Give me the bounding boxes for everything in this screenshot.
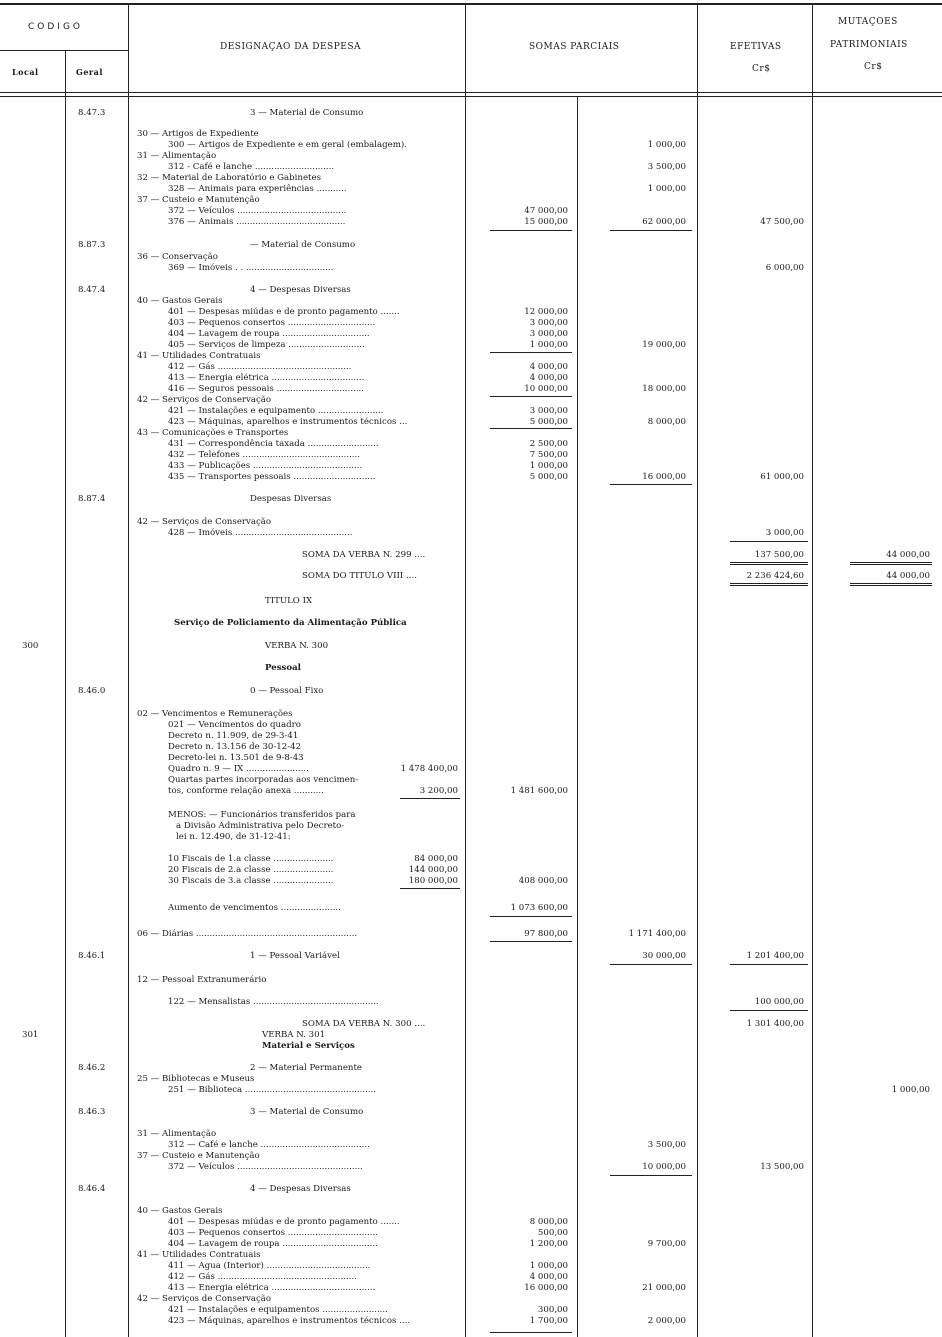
expense-description: 3 — Material de Consumo xyxy=(250,1107,364,1117)
partial-sum-2: 10 000,00 xyxy=(642,1162,686,1172)
expense-description: 412 — Gás ................................................... xyxy=(168,1272,357,1282)
header-patrimoniais: PATRIMONIAIS xyxy=(830,40,908,50)
header-mutacoes-unit: Cr$ xyxy=(864,62,883,72)
header-mutacoes: MUTAÇOES xyxy=(838,17,898,27)
code-geral: 8.46.2 xyxy=(78,1063,106,1073)
expense-description: MENOS: — Funcionários transferidos para xyxy=(168,810,356,820)
expense-description: Quadro n. 9 — IX ....................... xyxy=(168,764,309,774)
code-geral: 8.46.4 xyxy=(78,1184,106,1194)
header-geral: Geral xyxy=(76,67,103,77)
expense-description: 435 — Transportes pessoais .............................. xyxy=(168,472,376,482)
expense-description: 30 — Artigos de Expediente xyxy=(137,129,259,139)
expense-description: 31 — Alimentação xyxy=(137,151,217,161)
expense-description: 423 — Máquinas, aparelhos e instrumentos técnicos .... xyxy=(168,1316,411,1326)
expense-description: 02 — Vencimentos e Remunerações xyxy=(137,709,293,719)
expense-description: 40 — Gastos Gerais xyxy=(137,1206,223,1216)
partial-sum-1: 5 000,00 xyxy=(529,417,568,427)
expense-description: 411 — Água (Interior) ...................................... xyxy=(168,1261,371,1271)
partial-sum-1: 4 000,00 xyxy=(529,1272,568,1282)
expense-description: VERBA N. 300 xyxy=(265,641,329,651)
partial-sum-2: 1 000,00 xyxy=(647,140,686,150)
subvalue: 180 000,00 xyxy=(408,876,458,886)
expense-description: 06 — Diárias ........................................................... xyxy=(137,929,358,939)
partial-sum-2: 18 000,00 xyxy=(642,384,686,394)
partial-sum-2: 9 700,00 xyxy=(647,1239,686,1249)
expense-description: 31 — Alimentação xyxy=(137,1129,217,1139)
expense-description: Decreto-lei n. 13.501 de 9-8-43 xyxy=(168,753,304,763)
expense-description: lei n. 12.490, de 31-12-41: xyxy=(176,832,291,842)
effective-value: 3 000,00 xyxy=(765,528,804,538)
partial-sum-1: 97 800,00 xyxy=(524,929,568,939)
expense-description: 37 — Custeio e Manutenção xyxy=(137,1151,260,1161)
expense-description: 312 - Café e lanche ............................. xyxy=(168,162,335,172)
expense-description: 404 — Lavagem de roupa ................................ xyxy=(168,329,370,339)
subvalue: 84 000,00 xyxy=(414,854,458,864)
expense-description: 42 — Serviços de Conservação xyxy=(137,1294,272,1304)
expense-description: 41 — Utilidades Contratuais xyxy=(137,351,261,361)
expense-description: 372 — Veículos .............................................. xyxy=(168,1162,363,1172)
effective-value: 1 201 400,00 xyxy=(746,951,804,961)
expense-description: TITULO IX xyxy=(265,596,313,606)
partial-sum-1: 1 000,00 xyxy=(529,340,568,350)
partial-sum-2: 30 000,00 xyxy=(642,951,686,961)
expense-description: Pessoal xyxy=(265,663,301,673)
partial-sum-1: 1 073 600,00 xyxy=(510,903,568,913)
expense-description: 403 — Pequenos consertos ................................ xyxy=(168,318,376,328)
expense-description: 401 — Despesas miúdas e de pronto pagamento ....... xyxy=(168,307,400,317)
expense-description: 413 — Energia elétrica .................................. xyxy=(168,373,365,383)
partial-sum-1: 1 000,00 xyxy=(529,1261,568,1271)
expense-description: Decreto n. 11.909, de 29-3-41 xyxy=(168,731,299,741)
partial-sum-1: 300,00 xyxy=(537,1305,568,1315)
expense-description: 37 — Custeio e Manutenção xyxy=(137,195,260,205)
effective-value: 61 000,00 xyxy=(760,472,804,482)
col-rule-local xyxy=(65,50,66,1337)
header-local: Local xyxy=(12,67,39,77)
expense-description: Quartas partes incorporadas aos vencimen- xyxy=(168,775,359,785)
code-geral: 8.46.3 xyxy=(78,1107,106,1117)
patrimonial-value: 44 000,00 xyxy=(886,550,930,560)
expense-description: 2 — Material Permanente xyxy=(250,1063,363,1073)
partial-sum-1: 3 000,00 xyxy=(529,406,568,416)
expense-description: 10 Fiscais de 1.a classe ...................... xyxy=(168,854,334,864)
expense-description: SOMA DA VERBA N. 300 .... xyxy=(302,1019,426,1029)
partial-sum-1: 8 000,00 xyxy=(529,1217,568,1227)
header-codigo: CODIGO xyxy=(28,22,84,32)
expense-description: Despesas Diversas xyxy=(250,494,332,504)
effective-value: 137 500,00 xyxy=(754,550,804,560)
col-rule-parcial2 xyxy=(697,3,698,1337)
effective-value: 1 301 400,00 xyxy=(746,1019,804,1029)
code-geral: 8.87.4 xyxy=(78,494,106,504)
partial-sum-1: 500,00 xyxy=(537,1228,568,1238)
partial-sum-1: 1 200,00 xyxy=(529,1239,568,1249)
code-geral: 8.47.3 xyxy=(78,108,106,118)
expense-description: 432 — Telefones ........................................... xyxy=(168,450,361,460)
expense-description: 431 — Correspondência taxada .......................... xyxy=(168,439,379,449)
partial-sum-1: 16 000,00 xyxy=(524,1283,568,1293)
partial-sum-2: 3 500,00 xyxy=(647,162,686,172)
col-rule-parcial1 xyxy=(577,96,578,1337)
partial-sum-1: 5 000,00 xyxy=(529,472,568,482)
expense-description: 372 — Veículos ........................................ xyxy=(168,206,347,216)
header-efetivas-unit: Cr$ xyxy=(752,64,771,74)
expense-description: 42 — Serviços de Conservação xyxy=(137,517,272,527)
effective-value: 2 236 424,60 xyxy=(746,571,804,581)
expense-description: — Material de Consumo xyxy=(250,240,356,250)
expense-description: a Divisão Administrativa pelo Decreto- xyxy=(176,821,345,831)
expense-description: 412 — Gás ................................................. xyxy=(168,362,352,372)
expense-description: 25 — Bibliotecas e Museus xyxy=(137,1074,255,1084)
expense-description: 40 — Gastos Gerais xyxy=(137,296,223,306)
partial-sum-2: 8 000,00 xyxy=(647,417,686,427)
expense-description: 413 — Energia elétrica ...................................... xyxy=(168,1283,376,1293)
expense-description: 4 — Despesas Diversas xyxy=(250,1184,351,1194)
partial-sum-1: 408 000,00 xyxy=(518,876,568,886)
expense-description: SOMA DA VERBA N. 299 .... xyxy=(302,550,426,560)
expense-description: 0 — Pessoal Fixo xyxy=(250,686,324,696)
partial-sum-1: 7 500,00 xyxy=(529,450,568,460)
expense-description: 4 — Despesas Diversas xyxy=(250,285,351,295)
expense-description: 369 — Imóveis . . ................................ xyxy=(168,263,334,273)
expense-description: Aumento de vencimentos ...................... xyxy=(168,903,341,913)
partial-sum-2: 16 000,00 xyxy=(642,472,686,482)
expense-description: Decreto n. 13.156 de 30-12-42 xyxy=(168,742,302,752)
effective-value: 100 000,00 xyxy=(754,997,804,1007)
partial-sum-2: 21 000,00 xyxy=(642,1283,686,1293)
subvalue: 3 200,00 xyxy=(419,786,458,796)
expense-description: 1 — Pessoal Variável xyxy=(250,951,340,961)
code-geral: 8.46.1 xyxy=(78,951,106,961)
partial-sum-1: 2 500,00 xyxy=(529,439,568,449)
partial-sum-2: 2 000,00 xyxy=(647,1316,686,1326)
code-geral: 8.46.0 xyxy=(78,686,106,696)
expense-description: tos, conforme relação anexa ........... xyxy=(168,786,324,796)
expense-description: 404 — Lavagem de roupa ................................... xyxy=(168,1239,378,1249)
patrimonial-value: 44 000,00 xyxy=(886,571,930,581)
partial-sum-1: 12 000,00 xyxy=(524,307,568,317)
col-rule-efetivas xyxy=(812,3,813,1337)
expense-description: 405 — Serviços de limpeza ............................ xyxy=(168,340,365,350)
expense-description: 41 — Utilidades Contratuais xyxy=(137,1250,261,1260)
expense-description: 401 — Despesas miúdas e de pronto pagamento ....... xyxy=(168,1217,400,1227)
partial-sum-1: 1 000,00 xyxy=(529,461,568,471)
expense-description: Serviço de Policiamento da Alimentação Pública xyxy=(174,618,407,628)
header-designacao: DESIGNAÇAO DA DESPESA xyxy=(220,42,362,52)
expense-description: 312 — Café e lanche ........................................ xyxy=(168,1140,370,1150)
expense-description: 300 — Artigos de Expediente e em geral (embalagem). xyxy=(168,140,407,150)
partial-sum-1: 1 481 600,00 xyxy=(510,786,568,796)
expense-description: Material e Serviços xyxy=(262,1041,355,1051)
col-rule-geral xyxy=(128,3,129,1337)
expense-description: 416 — Seguros pessoais ................................ xyxy=(168,384,364,394)
expense-description: 122 — Mensalistas .............................................. xyxy=(168,997,379,1007)
effective-value: 13 500,00 xyxy=(760,1162,804,1172)
expense-description: 30 Fiscais de 3.a classe ...................... xyxy=(168,876,334,886)
expense-description: 421 — Instalações e equipamento ........................ xyxy=(168,406,384,416)
partial-sum-1: 3 000,00 xyxy=(529,329,568,339)
subvalue: 144 000,00 xyxy=(408,865,458,875)
expense-description: 421 — Instalações e equipamentos ........................ xyxy=(168,1305,388,1315)
expense-description: 43 — Comunicações e Transportes xyxy=(137,428,289,438)
expense-description: SOMA DO TITULO VIII .... xyxy=(302,571,417,581)
col-rule-designacao xyxy=(465,3,466,1337)
partial-sum-1: 15 000,00 xyxy=(524,217,568,227)
partial-sum-2: 62 000,00 xyxy=(642,217,686,227)
expense-description: 428 — Imóveis ........................................... xyxy=(168,528,353,538)
expense-description: 20 Fiscais de 2.a classe ...................... xyxy=(168,865,334,875)
code-local: 300 xyxy=(22,641,39,651)
expense-description: 3 — Material de Consumo xyxy=(250,108,364,118)
partial-sum-2: 19 000,00 xyxy=(642,340,686,350)
partial-sum-1: 3 000,00 xyxy=(529,318,568,328)
expense-description: 376 — Animais ........................................ xyxy=(168,217,346,227)
partial-sum-1: 47 000,00 xyxy=(524,206,568,216)
expense-description: 433 — Publicações ........................................ xyxy=(168,461,363,471)
partial-sum-2: 3 500,00 xyxy=(647,1140,686,1150)
patrimonial-value: 1 000,00 xyxy=(891,1085,930,1095)
effective-value: 6 000,00 xyxy=(765,263,804,273)
partial-sum-1: 4 000,00 xyxy=(529,362,568,372)
expense-description: 36 — Conservação xyxy=(137,252,218,262)
code-geral: 8.87.3 xyxy=(78,240,106,250)
header-somas-parciais: SOMAS PARCIAIS xyxy=(529,42,620,52)
expense-description: 021 — Vencimentos do quadro xyxy=(168,720,301,730)
effective-value: 47 500,00 xyxy=(760,217,804,227)
expense-description: 328 — Animais para experiências ........... xyxy=(168,184,347,194)
expense-description: VERBA N. 301 xyxy=(262,1030,326,1040)
partial-sum-1: 10 000,00 xyxy=(524,384,568,394)
partial-sum-2: 1 000,00 xyxy=(647,184,686,194)
header-efetivas: EFETIVAS xyxy=(730,42,782,52)
subvalue: 1 478 400,00 xyxy=(400,764,458,774)
partial-sum-1: 1 700,00 xyxy=(529,1316,568,1326)
partial-sum-2: 1 171 400,00 xyxy=(628,929,686,939)
expense-description: 403 — Pequenos consertos ................................. xyxy=(168,1228,378,1238)
expense-description: 251 — Biblioteca ................................................ xyxy=(168,1085,377,1095)
expense-description: 42 — Serviços de Conservação xyxy=(137,395,272,405)
expense-description: 32 — Material de Laboratório e Gabinetes xyxy=(137,173,321,183)
code-geral: 8.47.4 xyxy=(78,285,106,295)
partial-sum-1: 4 000,00 xyxy=(529,373,568,383)
code-local: 301 xyxy=(22,1030,39,1040)
expense-description: 12 — Pessoal Extranumerário xyxy=(137,975,267,985)
expense-description: 423 — Máquinas, aparelhos e instrumentos técnicos ... xyxy=(168,417,408,427)
